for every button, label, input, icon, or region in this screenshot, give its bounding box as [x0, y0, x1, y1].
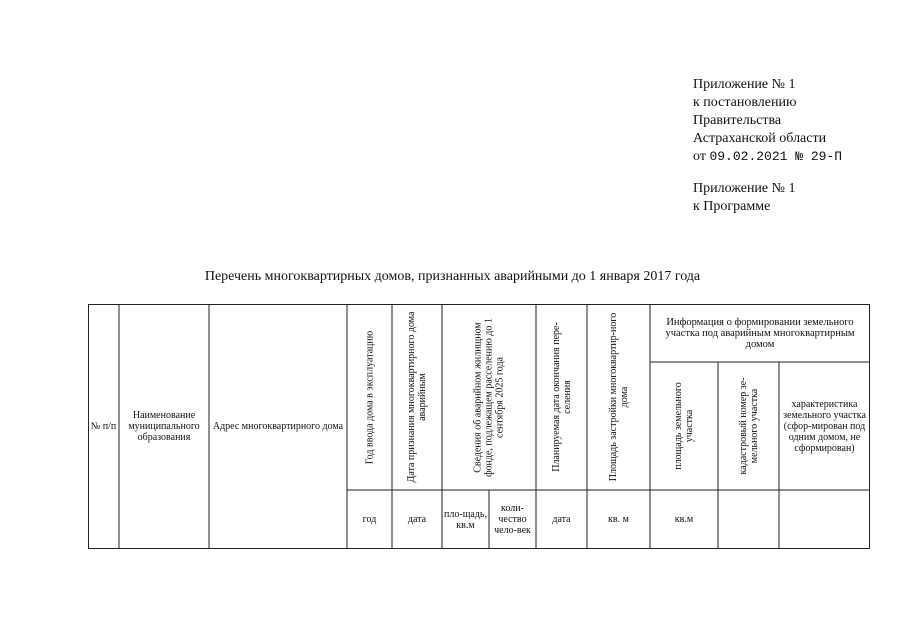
header-emergency-fund-cell: [442, 304, 536, 490]
header-emergency-fund: Сведения об аварийном жилищном фонде, подлежащем расселению до 1 сентября 2025 года: [472, 317, 506, 477]
annex-program: [693, 180, 796, 216]
annex-program-line2: к Программе: [693, 199, 771, 214]
unit-year: год: [362, 514, 377, 525]
annex-date-value: 09.02.2021 № 29-П: [709, 149, 843, 164]
header-land-characteristic: характеристика земельного участка (сфор-мирован под одним домом, не сформирован): [783, 398, 866, 454]
annex-main-line4: Астраханской области: [693, 131, 827, 146]
header-cadastral-cell: [718, 362, 779, 490]
annex-main-line3: Правительства: [693, 113, 782, 128]
annex-main-date-line: [693, 148, 842, 166]
unit-planned-date: дата: [552, 514, 571, 525]
houses-table: [88, 304, 870, 549]
header-built-area-cell: [587, 304, 650, 490]
header-year-commission: Год ввода дома в эксплуатацию: [364, 330, 375, 464]
header-date-emergency-cell: [392, 304, 442, 490]
unit-land-area: кв.м: [674, 514, 694, 525]
header-planned-end-cell: [536, 304, 587, 490]
annex-main-line1: Приложение № 1: [693, 77, 796, 92]
header-num: № п/п: [90, 421, 117, 432]
header-address: Адрес многоквартирного дома: [212, 421, 344, 432]
header-year-commission-cell: [347, 304, 392, 490]
header-date-emergency: Дата признания многоквартирного дома аварийным: [406, 311, 428, 483]
header-land-area: площадь земельного участка: [673, 382, 695, 470]
unit-built-area: кв. м: [608, 514, 629, 525]
header-planned-end: Планируемая дата окончания пере-селения: [550, 322, 573, 472]
document-title: Перечень многоквартирных домов, признанных аварийными до 1 января 2017 года: [204, 269, 701, 284]
header-built-area: Площадь застройки многоквартир-ного дома: [607, 312, 630, 482]
unit-people: коли-чество чело-век: [494, 503, 531, 536]
header-municipality: Наименование муниципального образования: [128, 410, 200, 443]
annex-main: [693, 76, 842, 166]
unit-area: пло-щадь, кв.м: [444, 508, 487, 531]
unit-date: дата: [407, 514, 427, 525]
header-land-info: Информация о формировании земельного участка под аварийным многоквартирным домом: [665, 316, 855, 350]
header-land-area-cell: [650, 362, 718, 490]
annex-date-prefix: от: [693, 149, 706, 164]
annex-program-line1: Приложение № 1: [693, 181, 796, 196]
header-cadastral: кадастровый номер зе-мельного участка: [737, 377, 760, 475]
annex-main-line2: к постановлению: [693, 95, 797, 110]
